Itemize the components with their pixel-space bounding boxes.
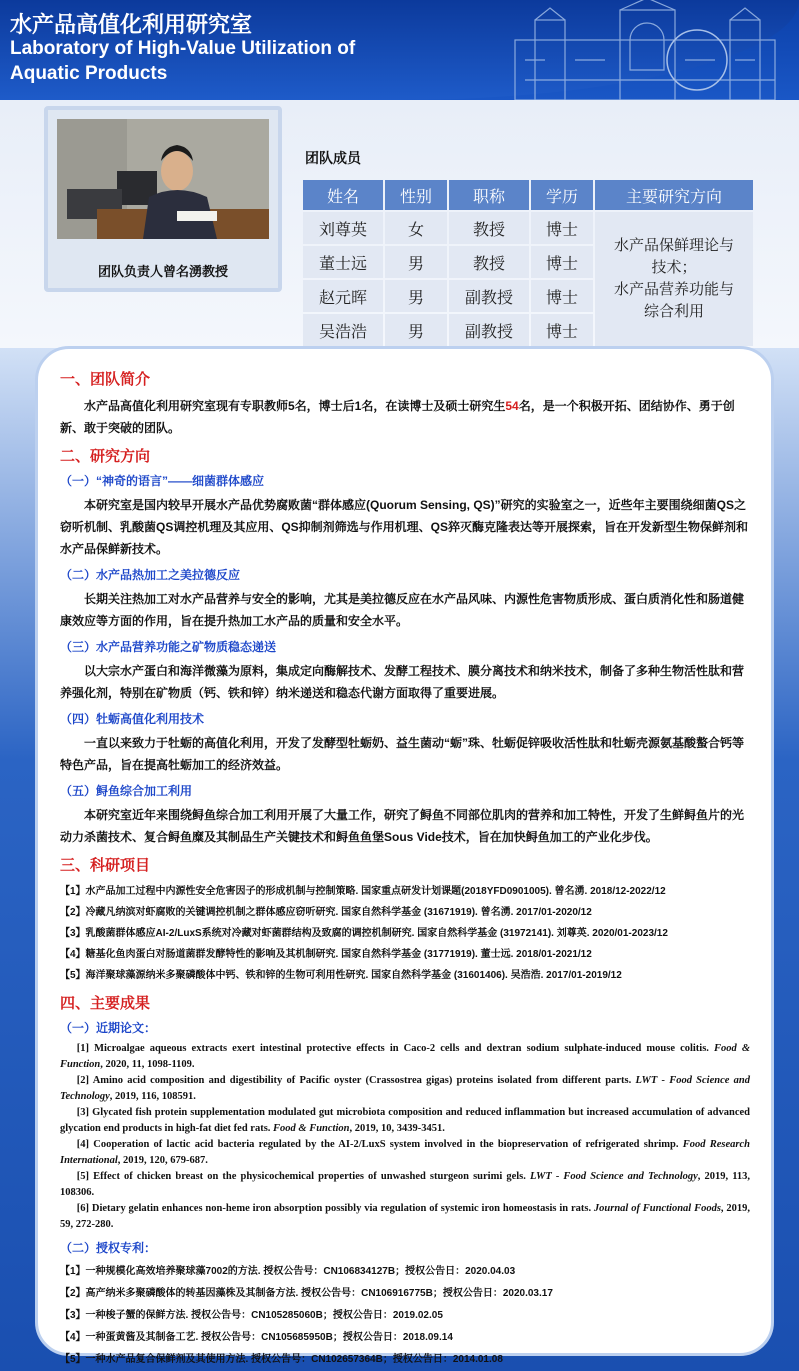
paper-journal: Journal of Functional Foods: [593, 1203, 721, 1214]
paper-journal: Food & Function: [60, 1043, 750, 1070]
paper-title: [6] Dietary gelatin enhances non-heme iron absorption possibly via regulation of systemic iron homeostasis in rats.: [76, 1203, 594, 1214]
paper-item: [60, 1137, 750, 1169]
research-heading: （五）鲟鱼综合加工利用: [60, 784, 193, 798]
research-direction: [595, 212, 753, 346]
research-heading: （四）牡蛎高值化利用技术: [60, 712, 205, 726]
paper-item: [60, 1169, 750, 1201]
patent-item: 【1】一种规模化高效培养聚球藻7002的方法. 授权公告号：CN106834127B；授权公告日：2020.04.03: [60, 1266, 516, 1277]
patent-item: 【4】一种蛋黄酱及其制备工艺. 授权公告号：CN105685950B；授权公告日：2018.09.14: [60, 1332, 453, 1343]
research-heading: （二）水产品热加工之美拉德反应: [60, 568, 241, 582]
member-name: 刘尊英: [303, 212, 383, 244]
header-degree: 学历: [531, 180, 593, 210]
project-item: 【1】水产品加工过程中内源性安全危害因子的形成机制与控制策略. 国家重点研发计划课题(2018YFD0901005). 曾名湧. 2018/12-2022/12: [60, 886, 666, 897]
paper-title: [1] Microalgae aqueous extracts exert intestinal protective effects in Caco-2 cells and dextran sodium sulphate-induced mouse colitis.: [76, 1043, 714, 1054]
member-title: 副教授: [449, 314, 529, 346]
student-count: 54: [505, 399, 519, 413]
patents-heading: （二）授权专利：: [60, 1241, 157, 1255]
intro-text: [60, 395, 750, 439]
members-table: [301, 178, 755, 348]
paper-title: [4] Cooperation of lactic acid bacteria regulated by the AI-2/LuxS system involved in the biopreservation of refrigerated shrimp.: [76, 1139, 683, 1150]
patent-item: 【3】一种梭子蟹的保鲜方法. 授权公告号：CN105285060B；授权公告日：2019.02.05: [60, 1310, 443, 1321]
section-intro-title: 一、团队简介: [60, 371, 151, 388]
paper-item: [60, 1201, 750, 1233]
direction-line: 水产品保鲜理论与技术；: [614, 237, 735, 276]
title-en: Laboratory of High-Value Utilization of Aquatic Products: [10, 38, 356, 84]
paper-citation: , 2019, 10, 3439-3451.: [349, 1123, 445, 1134]
member-name: 赵元晖: [303, 280, 383, 312]
paper-citation: , 2019, 120, 679-687.: [117, 1155, 208, 1166]
section-research-title: 二、研究方向: [60, 448, 151, 465]
paper-journal: Food & Function: [273, 1123, 350, 1134]
header-research: 主要研究方向: [595, 180, 753, 210]
table-row: [303, 212, 753, 244]
paper-citation: , 2020, 11, 1098-1109.: [100, 1059, 195, 1070]
member-gender: 男: [385, 280, 447, 312]
project-item: 【2】冷藏凡纳滨对虾腐败的关键调控机制之群体感应窃听研究. 国家自然科学基金 (31671919). 曾名湧. 2017/01-2020/12: [60, 907, 592, 918]
member-gender: 男: [385, 246, 447, 278]
paper-title: [2] Amino acid composition and digestibility of Pacific oyster (Crassostrea gigas) proteins isolated from different parts.: [76, 1075, 636, 1086]
member-degree: 博士: [531, 212, 593, 244]
member-title: 教授: [449, 246, 529, 278]
content-body: [60, 362, 750, 1371]
paper-journal: LWT - Food Science and Technology: [60, 1075, 750, 1102]
header-title: 职称: [449, 180, 529, 210]
paper-item: [60, 1105, 750, 1137]
patent-item: 【2】高产纳米多聚磷酸体的转基因藻株及其制备方法. 授权公告号：CN106916775B；授权公告日：2020.03.17: [60, 1288, 553, 1299]
university-building-illustration: [495, 0, 799, 110]
member-title: 教授: [449, 212, 529, 244]
research-text: 长期关注热加工对水产品营养与安全的影响，尤其是美拉德反应在水产品风味、内源性危害物质形成、蛋白质消化性和肠道健康效应等方面的作用，旨在提升热加工水产品的质量和安全水平。: [60, 592, 745, 628]
header-gender: 性别: [385, 180, 447, 210]
members-header-row: [303, 180, 753, 210]
research-text: 本研究室是国内较早开展水产品优势腐败菌“群体感应(Quorum Sensing, QS)”研究的实验室之一，近些年主要围绕细菌QS之窃听机制、乳酸菌QS调控机理及其应用、QS抑制剂筛选与作用机理、QS猝灭酶克隆表达等开展探索，旨在开发新型生物保鲜剂和水产品保鲜新技术。: [60, 498, 749, 556]
paper-journal: LWT - Food Science and Technology: [529, 1171, 698, 1182]
paper-item: [60, 1041, 750, 1073]
paper-item: [60, 1073, 750, 1105]
papers-heading: （一）近期论文：: [60, 1021, 157, 1035]
members-label: 团队成员: [305, 150, 361, 166]
project-item: 【3】乳酸菌群体感应AI-2/LuxS系统对冷藏对虾菌群结构及致腐的调控机制研究. 国家自然科学基金 (31972141). 刘尊英. 2020/01-2023/12: [60, 928, 668, 939]
member-degree: 博士: [531, 280, 593, 312]
paper-journal: Food Research International: [60, 1139, 751, 1166]
research-heading: （一）“神奇的语言”——细菌群体感应: [60, 474, 265, 488]
paper-title: [3] Glycated fish protein supplementation modulated gut microbiota composition and reduced inflammation but increased accumulation of advanced glycation end products in high-fat diet fed rats.: [60, 1107, 750, 1134]
member-title: 副教授: [449, 280, 529, 312]
paper-citation: , 2019, 113, 108306.: [60, 1171, 750, 1198]
member-name: 董士远: [303, 246, 383, 278]
member-gender: 女: [385, 212, 447, 244]
section-results-title: 四、主要成果: [60, 995, 151, 1012]
intro-text-b: 名，是一个积极开拓、团结协作、勇于创新、敢于突破的团队。: [60, 399, 735, 435]
paper-citation: , 2019, 59, 272-280.: [60, 1203, 750, 1230]
research-heading: （三）水产品营养功能之矿物质稳态递送: [60, 640, 277, 654]
paper-title: [5] Effect of chicken breast on the physicochemical properties of unwashed sturgeon surimi gels.: [76, 1171, 530, 1182]
leader-card: [44, 106, 282, 292]
intro-text-a: 水产品高值化利用研究室现有专职教师5名，博士后1名，在读博士及硕士研究生: [84, 399, 506, 413]
research-text: 一直以来致力于牡蛎的高值化利用，开发了发酵型牡蛎奶、益生菌动“蛎”珠、牡蛎促锌吸收活性肽和牡蛎壳源氨基酸螯合钙等特色产品，旨在提高牡蛎加工的经济效益。: [60, 736, 745, 772]
section-projects-title: 三、科研项目: [60, 857, 151, 874]
header-name: 姓名: [303, 180, 383, 210]
title-cn: 水产品高值化利用研究室: [10, 12, 253, 37]
member-name: 吴浩浩: [303, 314, 383, 346]
project-item: 【4】糖基化鱼肉蛋白对肠道菌群发酵特性的影响及其机制研究. 国家自然科学基金 (31771919). 董士远. 2018/01-2021/12: [60, 949, 592, 960]
research-text: 以大宗水产蛋白和海洋微藻为原料，集成定向酶解技术、发酵工程技术、膜分离技术和纳米技术，制备了多种生物活性肽和营养强化剂，特别在矿物质（钙、铁和锌）纳米递送和稳态代谢方面取得了重要进展。: [60, 664, 745, 700]
direction-line: 水产品营养功能与综合利用: [614, 281, 735, 320]
member-gender: 男: [385, 314, 447, 346]
leader-caption: 团队负责人曾名湧教授: [97, 264, 228, 279]
patent-item: 【5】一种水产品复合保鲜剂及其使用方法. 授权公告号：CN102657364B；授权公告日：2014.01.08: [60, 1354, 503, 1365]
member-degree: 博士: [531, 246, 593, 278]
paper-citation: , 2019, 116, 108591.: [109, 1091, 196, 1102]
project-item: 【5】海洋聚球藻源纳米多聚磷酸体中钙、铁和锌的生物可利用性研究. 国家自然科学基金 (31601406). 吴浩浩. 2017/01-2019/12: [60, 970, 622, 981]
member-degree: 博士: [531, 314, 593, 346]
leader-photo: [57, 119, 269, 239]
research-text: 本研究室近年来围绕鲟鱼综合加工利用开展了大量工作，研究了鲟鱼不同部位肌肉的营养和加工特性，开发了生鲜鲟鱼片的光动力杀菌技术、复合鲟鱼糜及其制品生产关键技术和鲟鱼鱼堡Sous Vide技术，旨在加快鲟鱼加工的产业化步伐。: [60, 808, 745, 844]
